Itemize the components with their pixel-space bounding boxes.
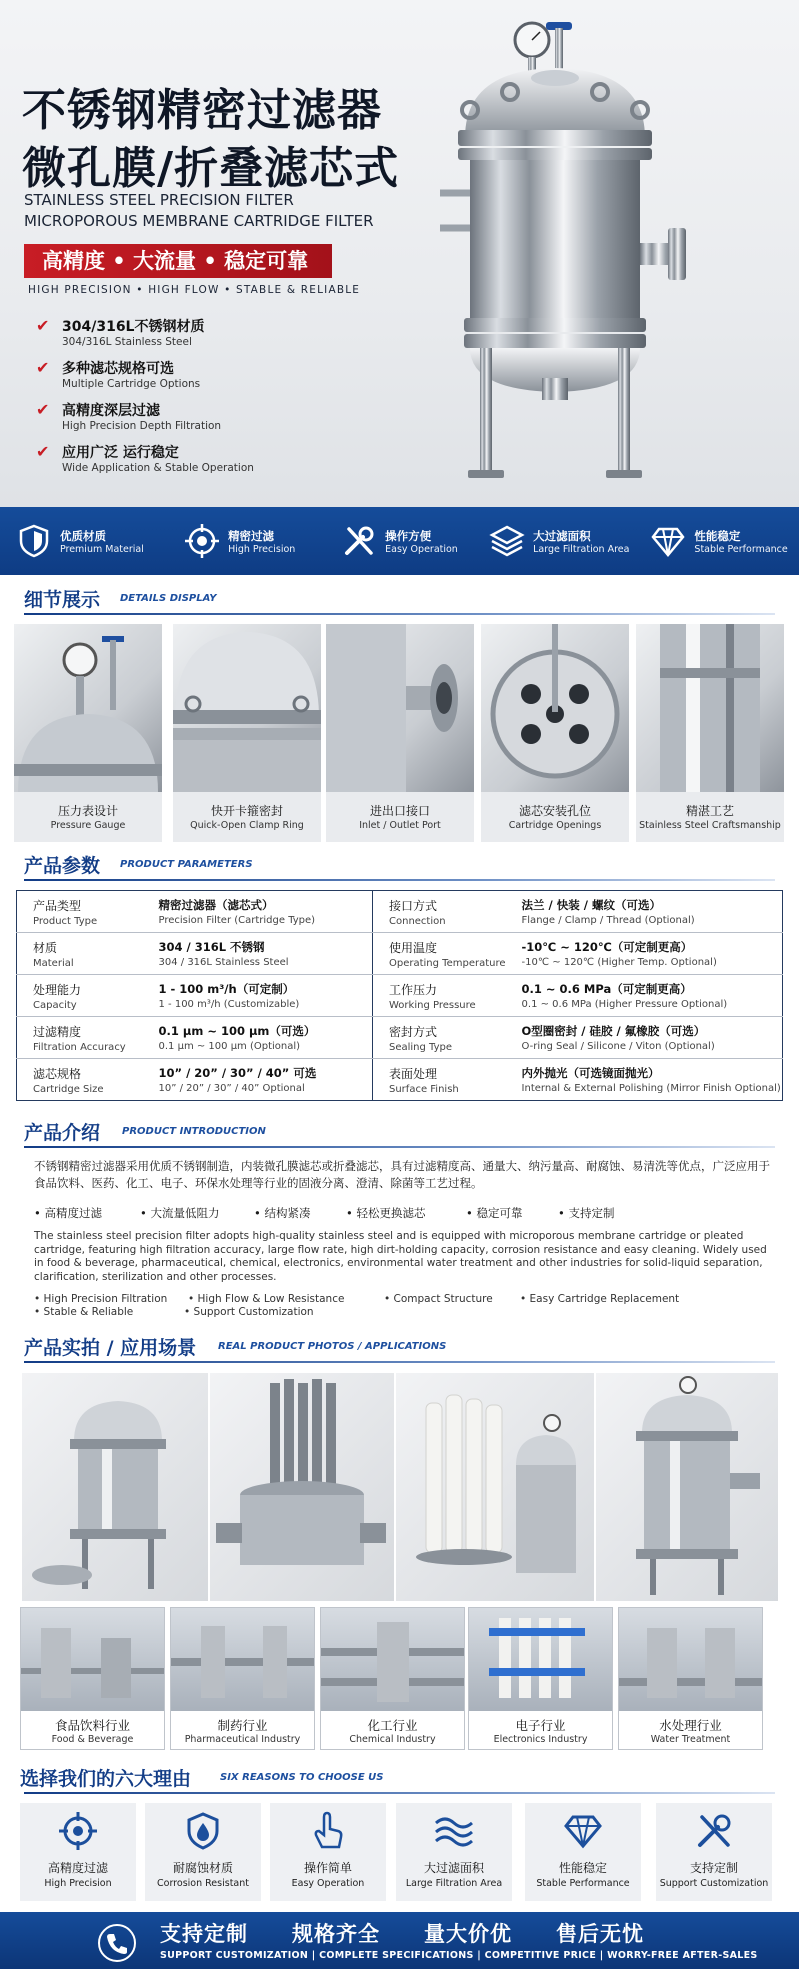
section-divider [24,1792,775,1794]
feature-bar-item [160,507,320,575]
param-label-en: Connection [389,915,446,927]
param-value: 0.1 ~ 0.6 MPa（可定制更高） [521,982,692,996]
detail-card [173,624,321,842]
hero-feature-en: High Precision Depth Filtration [62,420,222,432]
intro-paragraph-cn: 不锈钢精密过滤器采用优质不锈钢制造，内装微孔膜滤芯或折叠滤芯，具有过滤精度高、通量大、纳污量高、耐腐蚀、易清洗等优点，广泛应用于食品饮料、医药、化工、电子、环保水处理等行业的固液分离、澄清、除菌等工艺过程。 [34,1159,770,1190]
check-icon: ✔ [36,358,50,377]
section-divider [24,1146,775,1148]
param-value-en: 0.1 μm ~ 100 μm (Optional) [158,1041,301,1052]
application-en: Electronics Industry [493,1734,588,1745]
section-divider [24,879,775,881]
intro-bullet-text: 大流量低阻力 [150,1206,220,1220]
detail-photo [481,624,629,792]
shield-icon [16,523,52,559]
application-cn: 制药行业 [217,1718,268,1733]
section-title-cn: 细节展示 [24,589,101,611]
application-photo [171,1608,315,1711]
diamond-icon [650,523,686,559]
application-card [20,1607,165,1750]
hero-title-line1: 不锈钢精密过滤器 [22,85,382,136]
hero-feature-cn: 高精度深层过滤 [62,403,160,419]
hero-feature-en: Wide Application & Stable Operation [62,462,254,474]
check-icon: ✔ [36,316,50,335]
param-value-en: 304 / 316L Stainless Steel [158,957,289,968]
param-value-en: 0.1 ~ 0.6 MPa (Higher Pressure Optional) [521,999,728,1010]
application-photo [619,1608,763,1711]
hero-ribbon: 高精度 • 大流量 • 稳定可靠 [24,244,332,278]
param-value: 内外抛光（可选镜面抛光） [521,1066,660,1080]
param-label-en: Filtration Accuracy [33,1041,126,1053]
feature-bar-cn: 大过滤面积 [533,528,591,543]
param-label-en: Cartridge Size [33,1083,104,1095]
table-row [17,1017,783,1059]
param-label: 接口方式 [389,898,438,913]
application-cn: 食品饮料行业 [54,1718,130,1733]
feature-bar-en: High Precision [228,543,296,555]
crosshair-icon [184,523,220,559]
detail-photo [14,624,162,792]
section-divider [24,1361,775,1363]
param-value-en: O-ring Seal / Silicone / Viton (Optional) [521,1041,715,1052]
param-label: 工作压力 [389,982,438,997]
tools-icon [694,1811,734,1851]
application-card [618,1607,763,1750]
feature-bar-cn: 优质材质 [59,528,106,543]
crosshair-icon [58,1811,98,1851]
param-label-en: Product Type [33,915,98,927]
reason-en: High Precision [44,1878,112,1889]
param-label: 滤芯规格 [33,1066,82,1081]
footer-slogan-en: SUPPORT CUSTOMIZATION | COMPLETE SPECIFICATIONS | COMPETITIVE PRICE | WORRY-FREE AFTER-SALES [160,1950,758,1961]
param-label-en: Working Pressure [389,999,476,1011]
param-label-en: Surface Finish [389,1083,459,1095]
param-value: 法兰 / 快装 / 螺纹（可选） [521,898,661,912]
application-cn: 化工行业 [367,1718,418,1733]
detail-card [326,624,474,842]
detail-en: Pressure Gauge [50,820,126,831]
feature-bar-en: Premium Material [59,543,144,555]
param-value: 精密过滤器（滤芯式） [158,898,274,912]
footer-slogan: 支持定制 规格齐全 量大价优 售后无忧 [160,1922,644,1946]
application-card [320,1607,465,1750]
section-title-en: REAL PRODUCT PHOTOS / APPLICATIONS [218,1341,447,1352]
param-label: 材质 [33,940,58,955]
detail-photo [326,624,474,792]
application-photo [21,1608,165,1711]
feature-bar-item [479,507,639,575]
feature-bar-item [639,507,799,575]
intro-bullet-text: High Precision Filtration [43,1293,168,1305]
product-photo [396,1373,594,1601]
detail-cn: 进出口接口 [369,804,430,818]
intro-bullet-text: 稳定可靠 [476,1206,523,1220]
param-label: 产品类型 [33,898,82,913]
table-row [17,933,783,975]
filter-housing-image [440,18,710,488]
feature-bar-en: Easy Operation [385,543,458,555]
reason-cn: 操作简单 [303,1861,352,1875]
hero-feature-cn: 304/316L不锈钢材质 [62,319,205,335]
param-label-en: Material [33,957,74,969]
application-card [468,1607,613,1750]
hero-banner [0,0,799,507]
intro-bullet-text: Support Customization [193,1306,314,1318]
reason-cn: 高精度过滤 [47,1861,108,1875]
application-en: Water Treatment [650,1734,731,1745]
check-icon: ✔ [36,400,50,419]
param-label: 使用温度 [389,940,438,955]
hero-ribbon-sub: HIGH PRECISION • HIGH FLOW • STABLE & RELIABLE [28,284,361,296]
product-photo [596,1373,778,1601]
intro-bullet-cn: • 大流量低阻力 [140,1206,220,1220]
detail-cn: 精湛工艺 [685,804,734,818]
param-label-en: Capacity [33,999,77,1011]
waves-icon [434,1811,474,1851]
param-label-en: Sealing Type [389,1041,453,1053]
intro-bullet-cn: • 支持定制 [558,1206,615,1220]
intro-bullet-cn: • 结构紧凑 [254,1206,311,1220]
param-label: 表面处理 [389,1066,438,1081]
phone-icon [98,1924,136,1962]
detail-cn: 滤芯安装孔位 [518,804,591,818]
detail-en: Cartridge Openings [508,820,602,831]
detail-photo [173,624,321,792]
reason-en: Easy Operation [291,1878,365,1889]
detail-en: Quick-Open Clamp Ring [190,820,304,831]
intro-bullet-cn: • 高精度过滤 [34,1206,102,1220]
check-icon: ✔ [36,442,50,461]
param-label: 过滤精度 [33,1024,82,1039]
param-value: 304 / 316L 不锈钢 [158,940,265,954]
section-title-en: SIX REASONS TO CHOOSE US [220,1772,384,1783]
intro-bullet-en: • Easy Cartridge Replacement [520,1293,680,1305]
param-value-en: 1 - 100 m³/h (Customizable) [158,999,300,1010]
param-value-en: Flange / Clamp / Thread (Optional) [521,915,695,926]
intro-bullet-en: • High Precision Filtration [34,1293,168,1305]
hero-feature-cn: 多种滤芯规格可选 [62,361,174,377]
intro-bullet-cn: • 稳定可靠 [466,1206,523,1220]
feature-bar-cn: 操作方便 [385,528,432,543]
reason-card [656,1803,772,1901]
tools-icon [341,523,377,559]
intro-bullet-en: • Stable & Reliable [34,1306,134,1318]
table-row [17,1059,783,1101]
feature-bar-cn: 精密过滤 [228,528,275,543]
param-value: 10” / 20” / 30” / 40” 可选 [158,1066,317,1080]
section-title-cn: 产品实拍 / 应用场景 [24,1337,197,1359]
hero-feature-en: Multiple Cartridge Options [62,378,201,390]
reason-card [396,1803,512,1901]
application-en: Food & Beverage [51,1734,134,1745]
param-value: -10℃ ~ 120℃（可定制更高） [521,940,693,954]
application-en: Pharmaceutical Industry [184,1734,301,1745]
param-value-en: Internal & External Polishing (Mirror Finish Optional) [521,1083,781,1094]
detail-cn: 快开卡箍密封 [210,804,283,818]
reason-en: Corrosion Resistant [157,1878,249,1889]
param-value: 0.1 μm ~ 100 μm（可选） [158,1024,316,1038]
section-divider [24,613,775,615]
section-title-en: PRODUCT PARAMETERS [120,859,253,870]
table-row [17,975,783,1017]
reason-en: Large Filtration Area [405,1878,503,1889]
hero-feature-en: 304/316L Stainless Steel [62,336,192,348]
product-photo [22,1373,208,1601]
application-card [170,1607,315,1750]
param-value-en: 10” / 20” / 30” / 40” Optional [158,1083,305,1094]
hand-pointer-icon [308,1811,348,1851]
intro-bullet-en: • High Flow & Low Resistance [188,1293,345,1305]
detail-card [481,624,629,842]
detail-card [636,624,784,842]
hero-en-title-line2: MICROPOROUS MEMBRANE CARTRIDGE FILTER [24,212,374,230]
reason-cn: 耐腐蚀材质 [172,1861,233,1875]
feature-bar-cn: 性能稳定 [694,528,741,543]
hero-title-line2: 微孔膜/折叠滤芯式 [22,143,400,194]
application-en: Chemical Industry [349,1734,436,1745]
feature-bar-en: Large Filtration Area [533,543,630,555]
shield-drop-icon [183,1811,223,1851]
hero-feature-cn: 应用广泛 运行稳定 [62,445,179,461]
section-title-cn: 产品介绍 [24,1122,101,1144]
param-value: 1 - 100 m³/h（可定制） [158,982,295,996]
footer-banner [0,1912,799,1969]
section-title-en: PRODUCT INTRODUCTION [122,1126,266,1137]
hero-en-title-line1: STAINLESS STEEL PRECISION FILTER [24,191,294,209]
feature-bar-en: Stable Performance [694,543,788,555]
intro-bullet-text: 结构紧凑 [264,1206,311,1220]
reason-card [270,1803,386,1901]
intro-bullet-text: Easy Cartridge Replacement [529,1293,680,1305]
param-value: O型圈密封 / 硅胶 / 氟橡胶（可选） [521,1024,706,1038]
detail-en: Inlet / Outlet Port [359,820,441,831]
intro-bullet-en: • Compact Structure [384,1293,493,1305]
reason-cn: 性能稳定 [558,1861,607,1875]
reason-card [145,1803,261,1901]
intro-bullet-text: High Flow & Low Resistance [197,1293,345,1305]
param-label: 处理能力 [33,982,82,997]
param-value-en: -10℃ ~ 120℃ (Higher Temp. Optional) [521,957,717,968]
intro-paragraph-en: The stainless steel precision filter adopts high-quality stainless steel and is equipped with microporous membrane cartridge or pleated cartridge, featuring high filtration accuracy, large flow rate, high dirt-holding capacity, corrosion resistance and easy cleaning. Widely used in food & beverage, pharmaceutical, chemical, electronics, environmental water treatment and other industries for solid-liquid separation, clarification, sterilization and other processes. [34,1230,767,1283]
reason-cn: 大过滤面积 [423,1861,484,1875]
application-photo [321,1608,465,1711]
feature-bar-item [0,507,160,575]
feature-bar-item [320,507,480,575]
reason-en: Stable Performance [536,1878,630,1889]
reason-cn: 支持定制 [689,1861,738,1875]
intro-bullet-en: • Support Customization [184,1306,314,1318]
intro-bullet-text: 高精度过滤 [44,1206,102,1220]
param-label-en: Operating Temperature [389,957,506,969]
diamond-icon [563,1811,603,1851]
reason-card [525,1803,641,1901]
table-row [17,891,783,933]
application-cn: 水处理行业 [659,1718,722,1733]
intro-bullet-text: 支持定制 [568,1206,615,1220]
reason-card [20,1803,136,1901]
application-cn: 电子行业 [515,1718,566,1733]
feature-bar [0,507,799,575]
detail-card [14,624,162,842]
layers-icon [489,523,525,559]
reason-en: Support Customization [659,1878,769,1889]
param-label: 密封方式 [389,1024,438,1039]
detail-en: Stainless Steel Craftsmanship [639,820,781,831]
section-title-cn: 产品参数 [24,855,101,877]
param-value-en: Precision Filter (Cartridge Type) [158,915,316,926]
intro-bullet-text: 轻松更换滤芯 [356,1206,426,1220]
intro-bullet-text: Stable & Reliable [43,1306,134,1318]
product-photo [210,1373,394,1601]
intro-bullet-text: Compact Structure [393,1293,493,1305]
intro-bullet-cn: • 轻松更换滤芯 [346,1206,426,1220]
section-title-en: DETAILS DISPLAY [120,593,217,604]
detail-photo [636,624,784,792]
params-table [16,890,783,1101]
detail-cn: 压力表设计 [57,804,118,818]
section-title-cn: 选择我们的六大理由 [20,1768,192,1790]
application-photo [469,1608,613,1711]
